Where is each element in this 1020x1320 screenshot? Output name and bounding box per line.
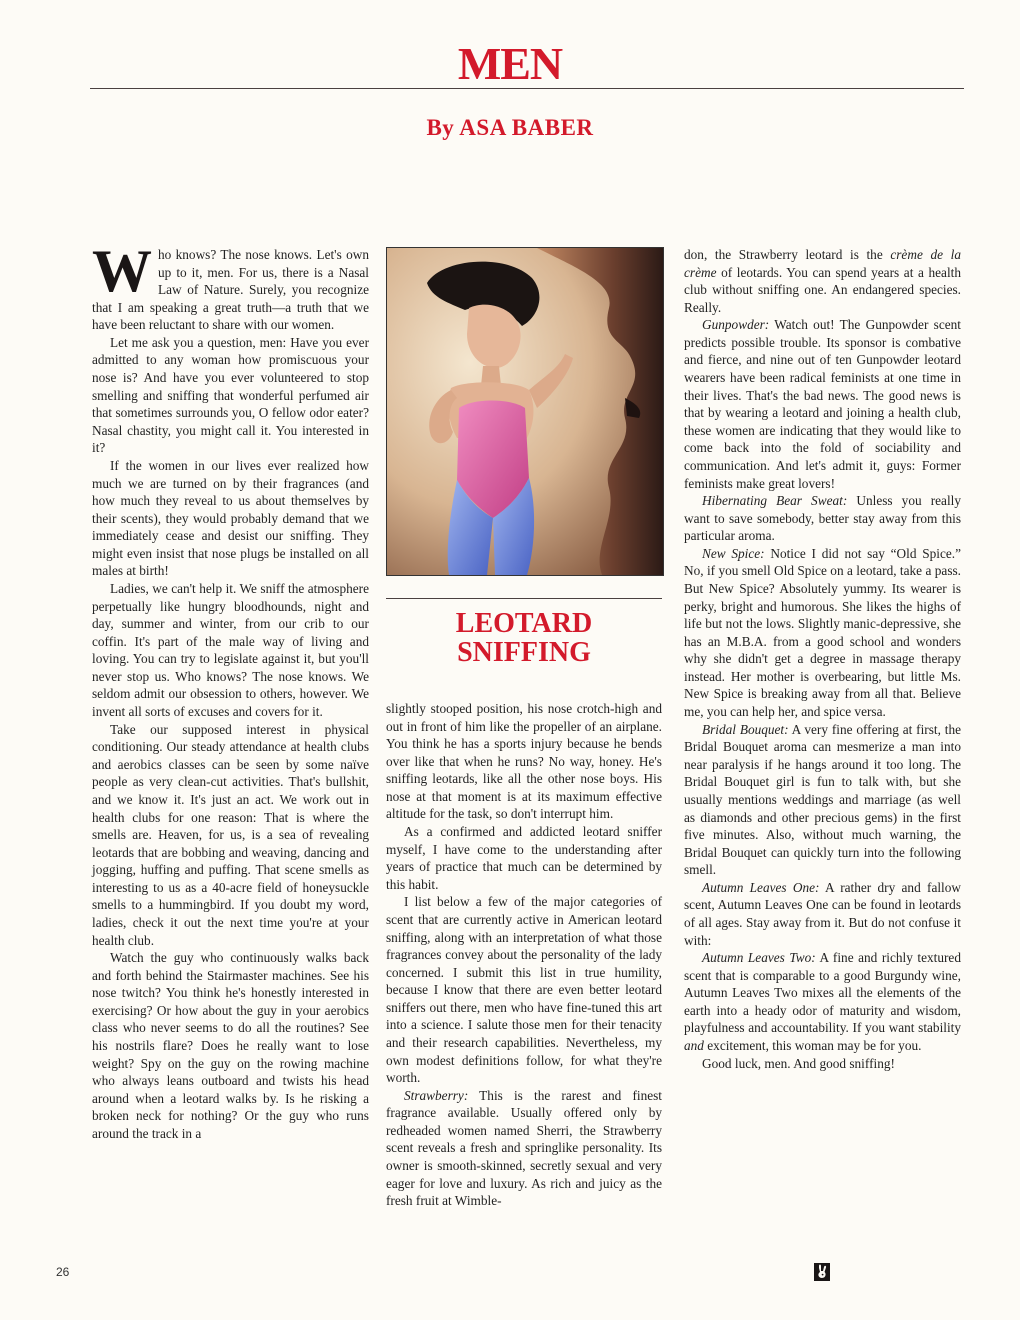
scent-entry: New Spice: Notice I did not say “Old Spice.” No, if you smell Old Spice on a leotard, take a pass. But New Spice? Absolutely yummy. Its wearer is perky, bright and humorous. She likes the highs of life but not the lows. Slightly manic-depressive, she has an M.B.A. from a good school and wonders why she didn't get a degree in massage therapy instead. Her mother is overbearing, but little Ms. New Spice is breaking away from all that. Believe me, you can help her, and spice versa. (684, 545, 961, 720)
drop-cap: W (92, 238, 152, 304)
paragraph: I list below a few of the major categories of scent that are currently active in American leotard sniffing, along with an interpretation of what those fragrances convey about the personality of the lady concerned. I submit this list in true humility, because I know that there are even better leotard sniffers out there, men who have fine-tuned this art into a science. I salute those men for their tenacity and their research capabilities. Nevertheless, my own modest definitions follow, for what they're worth. (386, 894, 662, 1086)
page-number: 26 (56, 1265, 70, 1279)
scent-term: Autumn Leaves One: (702, 879, 820, 895)
closing-line: Good luck, men. And good sniffing! (702, 1055, 895, 1071)
section-header-title: MEN (457, 38, 563, 89)
paragraph: don, the Strawberry leotard is the crème de la crème of leotards. You can spend years at a health club without sniffing one. An endangered species. Really. (684, 247, 961, 315)
italic-word: and (684, 1038, 704, 1054)
article-column-middle (386, 700, 662, 1210)
section-title (386, 609, 662, 667)
scent-entry: Autumn Leaves Two: A fine and richly textured scent that is comparable to a good Burgundy wine, Autumn Leaves Two mixes all the elements of the earth into a heady odor of maturity and wisdom, playfulness and accountability. If you want stability and excitement, this woman may be for you. (684, 950, 961, 1054)
section-title-line: SNIFFING (457, 637, 591, 668)
paragraph: Who knows? The nose knows. Let's own up to it, men. For us, there is a Nasal Law of Nature. Surely, you recognize that I am speaking a great truth—a truth that we have been reluctant to share with our women. (92, 238, 369, 333)
scent-term: Bridal Bouquet: (702, 721, 789, 737)
rabbit-head-icon (814, 1263, 830, 1281)
paragraph: As a confirmed and addicted leotard sniffer myself, I have come to the understanding after years of practice that much can be determined by this habit. (386, 824, 662, 892)
scent-term: Hibernating Bear Sweat: (702, 493, 848, 509)
paragraph: If the women in our lives ever realized how much we are turned on by their fragrances (and how much they reveal to us about themselves by their scents), they would probably demand that we immediately cease and desist our sniffing. They might even insist that nose plugs be installed on all males at birth! (92, 457, 369, 579)
byline: By ASA BABER (426, 115, 594, 140)
scent-entry: Gunpowder: Watch out! The Gunpowder scent predicts possible trouble. Its sponsor is combative and fierce, and nine out of ten Gunpowder leotard wearers have been radical feminists at one time in their lives. That's the bad news. The good news is that by wearing a leotard and joining a health club, these women are indicating that they would like to come back into the fold of sociability and communication. And let's admit it, guys: Former feminists make great lovers! (684, 317, 961, 491)
scent-term: Autumn Leaves Two: (702, 950, 816, 966)
paragraph: slightly stooped position, his nose crotch-high and out in front of him like the propeller of an airplane. You think he has a sports injury because he bends over like that when he runs? No way, honey. He's sniffing leotards, like all the other nose boys. His nose at that moment is at its maximum effective altitude for the task, so don't interrupt him. (386, 701, 662, 822)
scent-term: Gunpowder: (702, 317, 770, 333)
scent-entry: Strawberry: This is the rarest and finest fragrance available. Usually offered only by redheaded women named Sherri, the Strawberry scent reveals a fresh and springlike personality. Its owner is smooth-skinned, secretly sexual and very eager for love and luxury. As rich and juicy as the fresh fruit at Wimble- (386, 1087, 662, 1209)
section-title-rule (386, 598, 662, 599)
section-title-line: LEOTARD (455, 608, 593, 639)
scent-term: New Spice: (702, 545, 765, 561)
paragraph: Let me ask you a question, men: Have you ever admitted to any woman how promiscuous your nose is? And have you ever volunteered to stop smelling and sniffing that wonderful perfumed air that sometimes surrounds you, O fellow odor eater? Nasal chastity, you might call it. You interested in it? (92, 334, 369, 456)
paragraph: Take our supposed interest in physical conditioning. Our steady attendance at health clubs and aerobics classes can be seen by some naïve people as very clean-cut activities. That's bullshit, and we know it. It's just an act. We work out in health clubs for one reason: That is where the smells are. Heaven, for us, is a sea of revealing leotards that are bobbing and weaving, dancing and jogging, huffing and puffing. That scene smells as interesting to us as a 40-acre field of honeysuckle smells to a hummingbird. If you doubt my word, ladies, check it out the next time you're at your health club. (92, 721, 369, 948)
header-rule (90, 88, 964, 89)
article-illustration (386, 247, 664, 576)
scent-term: Strawberry: (404, 1087, 469, 1103)
article-column-right (684, 246, 961, 1072)
scent-entry: Bridal Bouquet: A very fine offering at first, the Bridal Bouquet aroma can mesmerize a man into near paralysis if he hangs around it too long. The Bridal Bouquet girl is fun to talk with, but she usually mentions weddings and marriage (as well as diamonds and other precious gems) in the first five minutes. Also, without much warning, the Bridal Bouquet can quickly turn into the following smell. (684, 721, 962, 878)
paragraph: Ladies, we can't help it. We sniff the atmosphere perpetually like hungry bloodhounds, night and day, summer and winter, from our crib to our coffin. It's part of the male way of living and loving. You can try to legislate against it, but you'll never stop us. Who knows? The nose knows. We seldom admit our obsession to others, however. We invent all sorts of excuses and covers for it. (92, 580, 369, 720)
article-column-left (92, 238, 369, 1142)
paragraph: Watch the guy who continuously walks back and forth behind the Stairmaster machines. See his nose twitch? You think he's honestly interested in exercising? Or how about the guy in your aerobics class who never seems to do all the routines? See his nostrils flare? Does he really want to lose weight? Spy on the guy on the rowing machine who always leans outboard and twists his head around when a leotard walks by. Is he risking a broken neck for nothing? Or the guy who runs around the track in a (92, 950, 369, 1141)
scent-entry: Hibernating Bear Sweat: Unless you really want to save somebody, better stay away from this particular aroma. (684, 493, 961, 544)
scent-entry: Autumn Leaves One: A rather dry and fallow scent, Autumn Leaves One can be found in leotards of all ages. Stay away from it. But do not confuse it with: (684, 879, 961, 948)
italic-phrase: crème de la crème (684, 247, 961, 280)
